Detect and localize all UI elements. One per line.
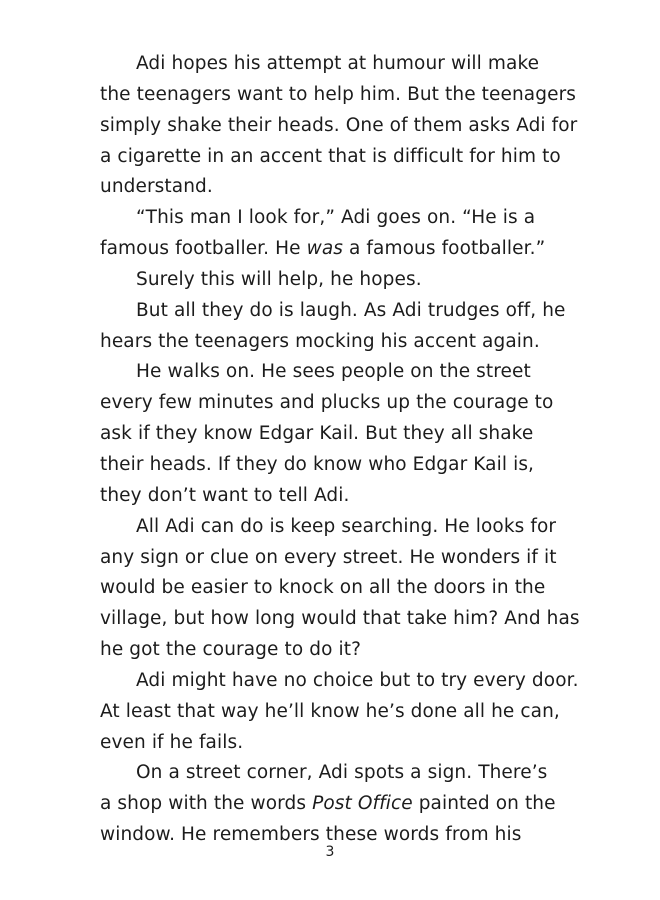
text-line: [100, 80, 600, 111]
text-line: [100, 666, 600, 697]
text-line: [100, 512, 600, 543]
text-line: [100, 357, 600, 388]
text-line: [100, 543, 600, 574]
text-run: ask if they know Edgar Kail. But they all shake: [100, 423, 534, 445]
text-line: [100, 758, 600, 789]
text-run: “This man I look for,” Adi goes on. “He is a: [136, 207, 536, 229]
text-run: he got the courage to do it?: [100, 639, 361, 661]
text-line: [100, 789, 600, 820]
body-text: [100, 49, 600, 851]
text-line: [100, 604, 600, 635]
text-line: [100, 172, 600, 203]
text-run: even if he fails.: [100, 731, 244, 753]
text-run: every few minutes and plucks up the courage to: [100, 392, 554, 414]
text-run: window. He remembers these words from his: [100, 824, 522, 846]
text-run: understand.: [100, 176, 213, 198]
text-line: [100, 49, 600, 80]
text-run: they don’t want to tell Adi.: [100, 484, 350, 506]
text-run: any sign or clue on every street. He wonders if it: [100, 546, 557, 568]
text-line: [100, 697, 600, 728]
text-line: [100, 296, 600, 327]
text-run: a cigarette in an accent that is difficult for him to: [100, 145, 561, 167]
text-line: [100, 573, 600, 604]
text-line: [100, 388, 600, 419]
page-number: 3: [325, 844, 335, 860]
text-line: [100, 481, 600, 512]
text-run: But all they do is laugh. As Adi trudges off, he: [136, 299, 566, 321]
text-line: [100, 728, 600, 759]
text-line: [100, 265, 600, 296]
text-run: a famous footballer.”: [343, 238, 546, 260]
text-run: their heads. If they do know who Edgar Kail is,: [100, 453, 535, 475]
text-run: the teenagers want to help him. But the teenagers: [100, 83, 577, 105]
text-line: [100, 111, 600, 142]
text-run: On a street corner, Adi spots a sign. There’s: [136, 762, 548, 784]
italic-text: was: [306, 238, 344, 260]
text-run: Adi hopes his attempt at humour will make: [136, 53, 540, 74]
text-run: simply shake their heads. One of them asks Adi for: [100, 114, 578, 136]
text-run: village, but how long would that take him? And has: [100, 608, 580, 630]
text-run: painted on the: [412, 793, 556, 815]
text-line: [100, 142, 600, 173]
text-line: [100, 327, 600, 358]
text-line: [100, 450, 600, 481]
italic-text: Post Office: [312, 793, 413, 815]
text-line: [100, 234, 600, 265]
text-run: famous footballer. He: [100, 238, 307, 260]
text-run: a shop with the words: [100, 793, 313, 815]
text-line: [100, 635, 600, 666]
text-line: [100, 203, 600, 234]
text-run: hears the teenagers mocking his accent again.: [100, 330, 540, 352]
text-run: Surely this will help, he hopes.: [136, 268, 422, 290]
text-run: All Adi can do is keep searching. He looks for: [136, 515, 557, 537]
text-run: He walks on. He sees people on the street: [136, 361, 531, 383]
text-run: Adi might have no choice but to try every door.: [136, 669, 579, 691]
text-line: [100, 419, 600, 450]
text-run: At least that way he’ll know he’s done all he can,: [100, 700, 560, 722]
text-run: would be easier to knock on all the doors in the: [100, 577, 546, 599]
